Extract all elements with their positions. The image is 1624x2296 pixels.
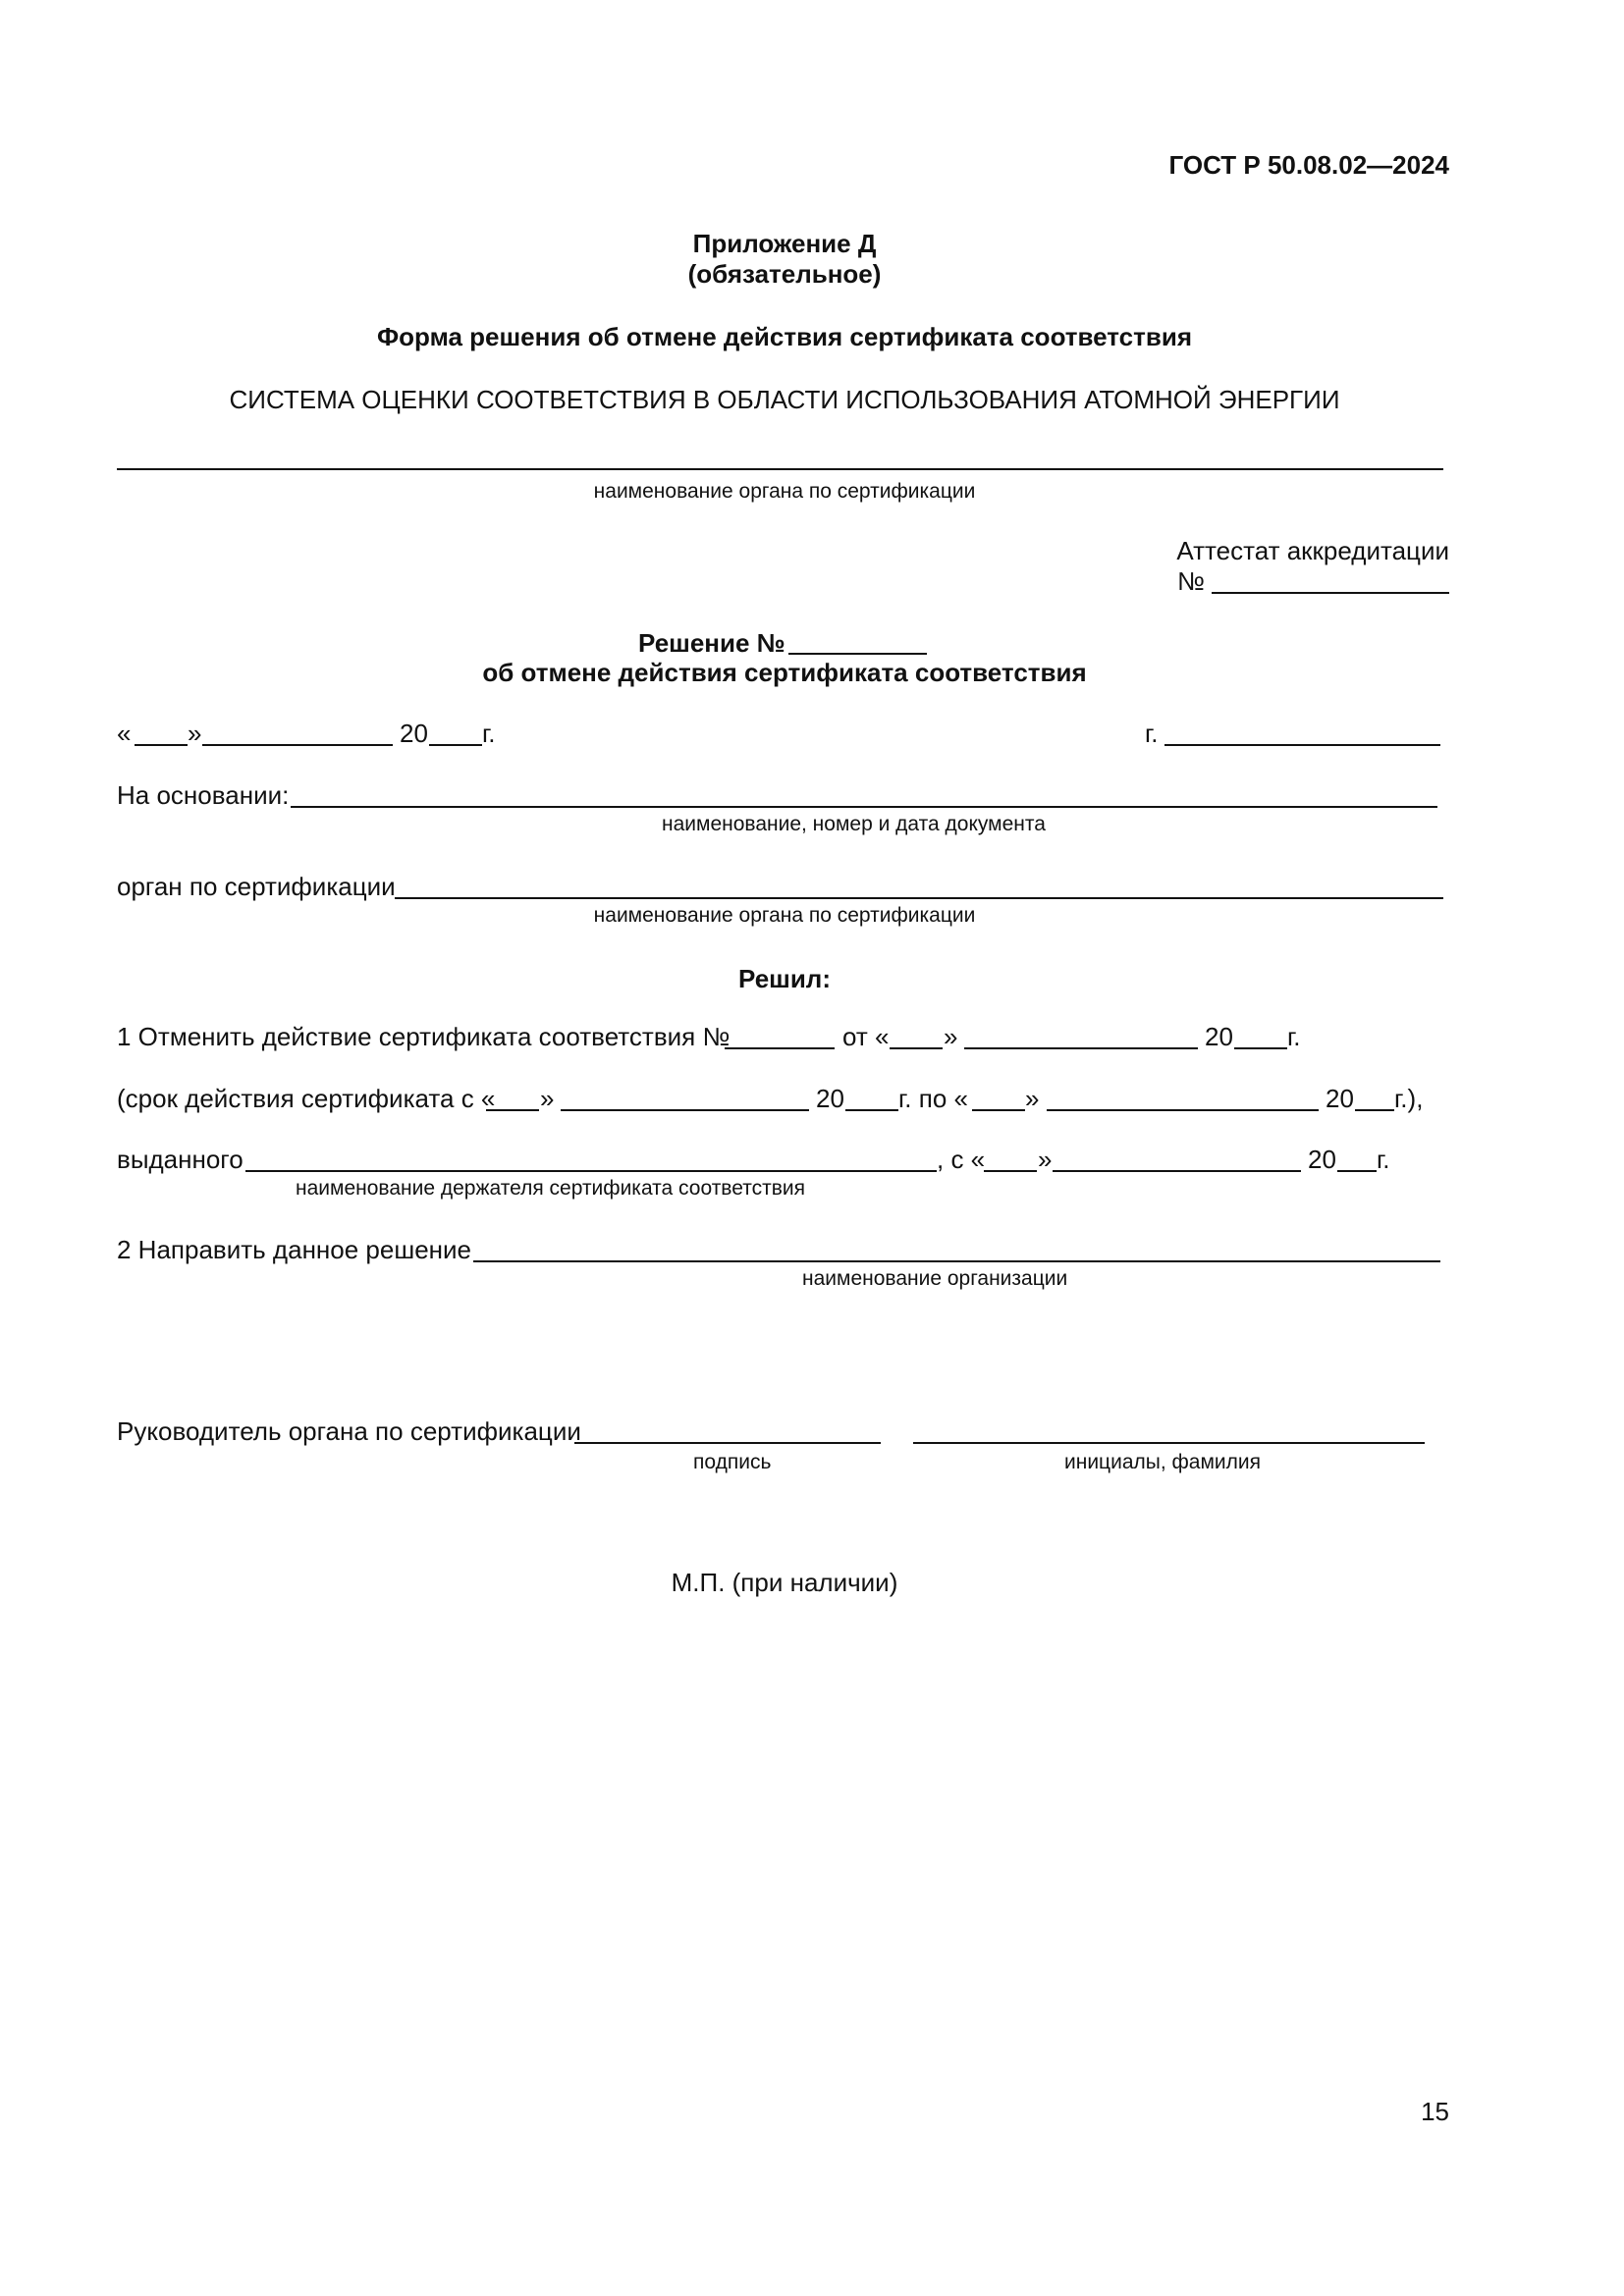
date-open-quote: « [117,719,132,748]
org-name-line[interactable] [117,468,1443,470]
issued-close-quote: » [1038,1145,1053,1174]
accreditation-label: Аттестат аккредитации [1176,536,1449,565]
initials-surname-line[interactable] [913,1442,1425,1444]
validity-end-day-line[interactable] [972,1109,1025,1111]
accreditation-number-line[interactable] [1212,592,1449,594]
date-year-suffix: г. [482,719,496,748]
decision-number-line[interactable] [788,653,927,655]
resolved-label: Решил: [738,964,831,993]
validity-end-year-suffix: г.), [1394,1084,1424,1113]
city-line[interactable] [1164,744,1440,746]
date-close-quote: » [188,719,202,748]
date-day-line[interactable] [135,744,188,746]
issued-holder-caption: наименование держателя сертификата соответствия [296,1177,805,1200]
item1-close-quote: » [944,1022,958,1051]
date-year-line[interactable] [429,744,482,746]
validity-start-year-line[interactable] [845,1109,898,1111]
signature-caption: подпись [693,1451,772,1473]
issued-holder-line[interactable] [245,1170,937,1172]
validity-end-text: г. по « [898,1084,968,1113]
accreditation-number-sign: № [1177,566,1205,596]
issued-from-quote: , с « [937,1145,986,1174]
item1-day-line[interactable] [890,1047,943,1049]
validity-end-month-line[interactable] [1047,1109,1319,1111]
decision-subtitle: об отмене действия сертификата соответствия [482,658,1087,687]
item2-organization-line[interactable] [473,1260,1440,1262]
basis-caption: наименование, номер и дата документа [662,813,1046,835]
item1-from-quote: от « [842,1022,890,1051]
stamp-label: М.П. (при наличии) [671,1568,898,1597]
org-name-caption: наименование органа по сертификации [593,480,976,503]
item2-text: 2 Направить данное решение [117,1235,472,1264]
body-org-line[interactable] [395,897,1443,899]
document-code: ГОСТ Р 50.08.02—2024 [1168,150,1449,180]
appendix-title: Приложение Д [692,229,877,258]
initials-surname-caption: инициалы, фамилия [1064,1451,1261,1473]
item1-year-suffix: г. [1287,1022,1301,1051]
item1-year-line[interactable] [1234,1047,1287,1049]
validity-end-close-quote: » [1025,1084,1040,1113]
issued-year-line[interactable] [1337,1170,1377,1172]
validity-end-year-line[interactable] [1355,1109,1394,1111]
decision-title: Решение № [638,628,785,658]
validity-start-text: (срок действия сертификата с « [117,1084,496,1113]
appendix-kind: (обязательное) [687,259,882,289]
issued-year-prefix: 20 [1308,1145,1336,1174]
signature-line[interactable] [574,1442,881,1444]
issued-label: выданного [117,1145,244,1174]
system-title: СИСТЕМА ОЦЕНКИ СООТВЕТСТВИЯ В ОБЛАСТИ ИСПОЛЬЗОВАНИЯ АТОМНОЙ ЭНЕРГИИ [229,385,1340,414]
validity-start-month-line[interactable] [561,1109,809,1111]
date-year-prefix: 20 [400,719,428,748]
issued-day-line[interactable] [984,1170,1037,1172]
body-org-label: орган по сертификации [117,872,396,901]
validity-start-day-line[interactable] [486,1109,539,1111]
item1-month-line[interactable] [964,1047,1198,1049]
item2-organization-caption: наименование организации [802,1267,1068,1290]
date-month-line[interactable] [202,744,393,746]
issued-year-suffix: г. [1377,1145,1390,1174]
issued-month-line[interactable] [1053,1170,1301,1172]
signature-label: Руководитель органа по сертификации [117,1416,581,1446]
item1-text: 1 Отменить действие сертификата соответствия № [117,1022,731,1051]
validity-start-close-quote: » [540,1084,555,1113]
page-number: 15 [1421,2097,1449,2126]
item1-year-prefix: 20 [1205,1022,1233,1051]
basis-label: На основании: [117,780,290,810]
body-org-caption: наименование органа по сертификации [593,904,976,927]
basis-line[interactable] [291,806,1437,808]
form-title: Форма решения об отмене действия сертификата соответствия [376,322,1193,351]
item1-cert-number-line[interactable] [725,1047,835,1049]
validity-end-year-prefix: 20 [1326,1084,1354,1113]
city-prefix: г. [1145,719,1159,748]
validity-start-year-prefix: 20 [816,1084,844,1113]
